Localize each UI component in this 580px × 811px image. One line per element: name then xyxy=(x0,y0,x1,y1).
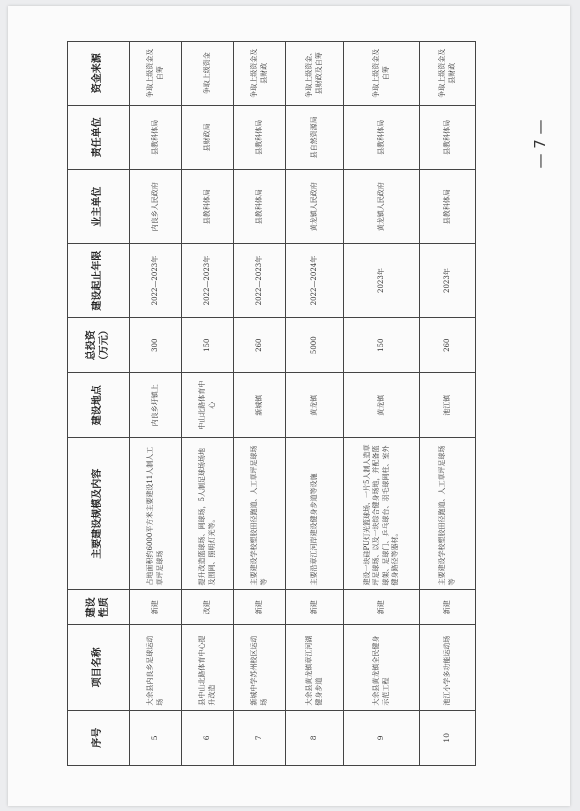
header-project-name: 项目名称 xyxy=(68,625,130,710)
row-location: 新城镇 xyxy=(234,373,286,438)
table-row xyxy=(130,42,182,766)
row-responsible: 县财政局 xyxy=(182,105,234,170)
row-seq: 7 xyxy=(234,710,286,765)
row-period: 2022—2023年 xyxy=(130,244,182,318)
row-content: 主要建设学校塑胶田径跑道、人工草坪足球场等 xyxy=(234,438,286,590)
row-responsible: 县自然资源局 xyxy=(286,105,344,170)
header-seq: 序号 xyxy=(68,710,130,765)
row-period: 2022—2023年 xyxy=(234,244,286,318)
row-investment: 260 xyxy=(234,318,286,373)
row-owner: 县教科体局 xyxy=(234,170,286,244)
row-project-name: 大余县黄龙镇章江河湖健身步道 xyxy=(286,625,344,710)
row-seq: 9 xyxy=(344,710,420,765)
row-project-name: 县中山北路体育中心提升改造 xyxy=(182,625,234,710)
row-funding: 争取上级资金及县财政 xyxy=(234,42,286,106)
row-project-name: 大余县内良乡足球运动场 xyxy=(130,625,182,710)
row-project-name: 新城中学苏州校区运动场 xyxy=(234,625,286,710)
row-content: 提升改造篮球场、网球场，5人制足球场场地及围网、照明灯光等。 xyxy=(182,438,234,590)
row-period: 2023年 xyxy=(420,244,476,318)
row-content: 主要建设学校塑胶田径跑道、人工草坪足球场等 xyxy=(420,438,476,590)
row-funding: 争取上级资金及自筹 xyxy=(130,42,182,106)
row-owner: 县教科体局 xyxy=(420,170,476,244)
table-row xyxy=(420,42,476,766)
row-period: 2022—2024年 xyxy=(286,244,344,318)
row-nature: 新建 xyxy=(344,590,420,625)
row-investment: 150 xyxy=(344,318,420,373)
row-nature: 新建 xyxy=(234,590,286,625)
header-location: 建设地点 xyxy=(68,373,130,438)
row-content: 占地面积约6000平方米主要建设11人制人工草坪足球场 xyxy=(130,438,182,590)
row-content: 主要沿章江河岸建设健身步道等设施 xyxy=(286,438,344,590)
row-location: 黄龙镇 xyxy=(344,373,420,438)
project-table xyxy=(67,41,476,766)
table-row xyxy=(344,42,420,766)
header-period: 建设起止年限 xyxy=(68,244,130,318)
rotated-table-container xyxy=(67,41,475,766)
row-responsible: 县教科体局 xyxy=(130,105,182,170)
row-location: 黄龙镇 xyxy=(286,373,344,438)
header-owner: 业主单位 xyxy=(68,170,130,244)
row-responsible: 县教科体局 xyxy=(234,105,286,170)
row-nature: 改建 xyxy=(182,590,234,625)
row-nature: 新建 xyxy=(420,590,476,625)
row-responsible: 县教科体局 xyxy=(420,105,476,170)
table-row xyxy=(286,42,344,766)
row-location: 中山北路体育中心 xyxy=(182,373,234,438)
row-owner: 内良乡人民政府 xyxy=(130,170,182,244)
row-owner: 县教科体局 xyxy=(182,170,234,244)
row-location: 内良乡圩镇上 xyxy=(130,373,182,438)
row-content: 建设一块硅PU灯光篮球场、一片5人制人造草坪足球场、以及一块综合健身场地，并配备篮球架、足球门、乒乓球台、羽毛球网柱、室外健身路径等器材。 xyxy=(344,438,420,590)
row-investment: 260 xyxy=(420,318,476,373)
header-investment: 总投资（万元） xyxy=(68,318,130,373)
row-nature: 新建 xyxy=(286,590,344,625)
row-project-name: 大余县黄龙镇全民健身示范工程 xyxy=(344,625,420,710)
row-funding: 争取上级资金及县财政 xyxy=(420,42,476,106)
page-number: — 7 — xyxy=(531,119,549,169)
row-funding: 争取上级资金、县财政及自筹 xyxy=(286,42,344,106)
header-nature: 建设性质 xyxy=(68,590,130,625)
row-period: 2022—2023年 xyxy=(182,244,234,318)
table-row xyxy=(234,42,286,766)
row-seq: 10 xyxy=(420,710,476,765)
row-investment: 5000 xyxy=(286,318,344,373)
row-funding: 争取上级资金及自筹 xyxy=(344,42,420,106)
header-responsible: 责任单位 xyxy=(68,105,130,170)
row-nature: 新建 xyxy=(130,590,182,625)
row-project-name: 池江小学多功能运动场 xyxy=(420,625,476,710)
row-funding: 争取上级资金 xyxy=(182,42,234,106)
header-funding: 资金来源 xyxy=(68,42,130,106)
row-seq: 5 xyxy=(130,710,182,765)
row-seq: 8 xyxy=(286,710,344,765)
row-responsible: 县教科体局 xyxy=(344,105,420,170)
table-header-row xyxy=(68,42,130,766)
row-investment: 300 xyxy=(130,318,182,373)
row-owner: 黄龙镇人民政府 xyxy=(344,170,420,244)
row-investment: 150 xyxy=(182,318,234,373)
row-period: 2023年 xyxy=(344,244,420,318)
row-seq: 6 xyxy=(182,710,234,765)
row-location: 池江镇 xyxy=(420,373,476,438)
row-owner: 黄龙镇人民政府 xyxy=(286,170,344,244)
table-row xyxy=(182,42,234,766)
header-content: 主要建设规模及内容 xyxy=(68,438,130,590)
